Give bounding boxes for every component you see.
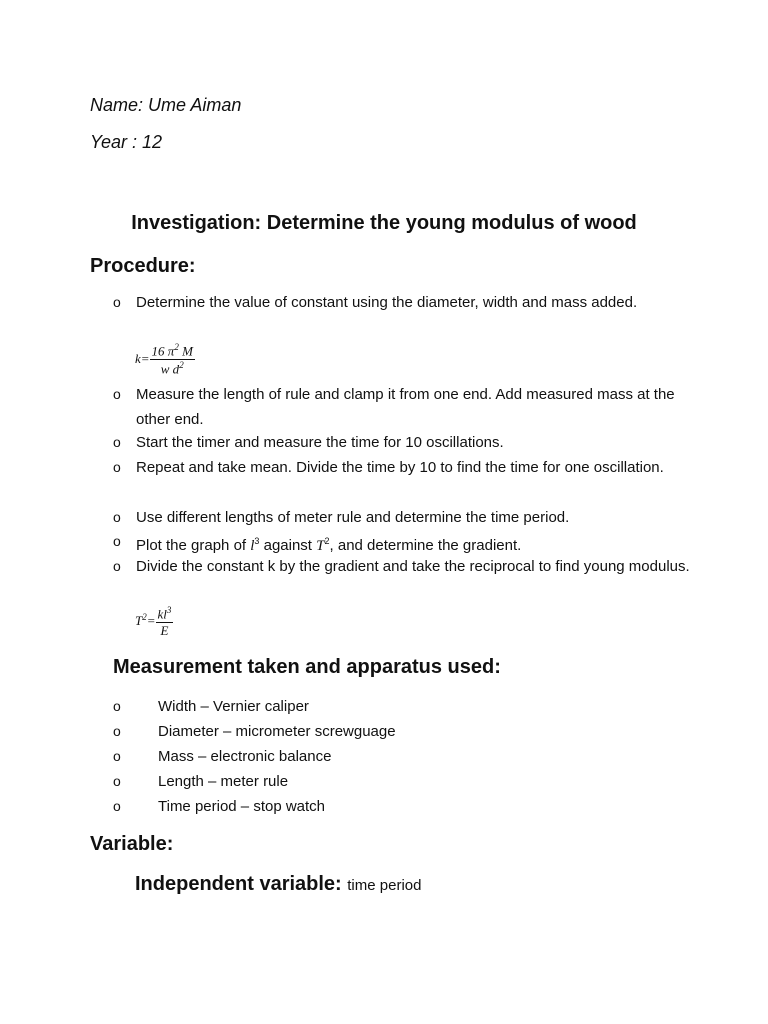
bullet-icon: o xyxy=(113,723,121,739)
step6-mid: against xyxy=(259,537,317,554)
formula-t-num-exp: 3 xyxy=(166,605,172,615)
procedure-step-text: Use different lengths of meter rule and determine the time period. xyxy=(136,509,570,526)
measurement-item-text: Length – meter rule xyxy=(158,773,289,790)
bullet-icon: o xyxy=(113,386,121,402)
formula-k-num-exp: 2 xyxy=(174,342,179,352)
procedure-step-text: Repeat and take mean. Divide the time by 10 to find the time for one oscillation. xyxy=(136,459,664,476)
procedure-step-text: Start the timer and measure the time for 10 oscillations. xyxy=(136,434,504,451)
student-name: Name: Ume Aiman xyxy=(90,95,242,115)
formula-k-denominator: w d xyxy=(160,361,180,377)
bullet-icon: o xyxy=(113,558,121,574)
procedure-step-text: Determine the value of constant using the diameter, width and mass added. xyxy=(136,294,638,311)
formula-k xyxy=(135,342,195,378)
student-year: Year : 12 xyxy=(90,132,163,152)
step6-exp-t: 2 xyxy=(324,536,330,546)
bullet-icon: o xyxy=(113,698,121,714)
formula-k-fraction xyxy=(150,342,195,378)
measurement-item-text: Width – Vernier caliper xyxy=(158,698,309,715)
formula-t-eq: = xyxy=(146,613,156,629)
measurement-item-text: Diameter – micrometer screwguage xyxy=(158,723,396,740)
procedure-step-text: Measure the length of rule and clamp it from one end. Add measured mass at the other end. xyxy=(136,386,675,428)
formula-t xyxy=(135,605,173,639)
formula-k-num-tail: M xyxy=(178,343,193,359)
procedure-step-text: Divide the constant k by the gradient and take the reciprocal to find young modulus. xyxy=(136,558,690,575)
independent-variable-label: Independent variable: xyxy=(135,873,348,895)
bullet-icon: o xyxy=(113,798,121,814)
formula-t-numerator: kl xyxy=(157,606,167,622)
procedure-heading: Procedure: xyxy=(90,255,196,277)
measurement-heading: Measurement taken and apparatus used: xyxy=(113,656,501,678)
bullet-icon: o xyxy=(113,434,121,450)
bullet-icon: o xyxy=(113,459,121,475)
step6-var-l: l xyxy=(250,538,255,554)
bullet-icon: o xyxy=(113,748,121,764)
step6-post: , and determine the gradient. xyxy=(329,537,522,554)
formula-t-lhs-exp: 2 xyxy=(142,611,147,622)
bullet-icon: o xyxy=(113,294,121,310)
bullet-icon: o xyxy=(113,509,121,525)
formula-t-lhs: T xyxy=(135,613,143,629)
formula-t-denominator: E xyxy=(160,623,169,639)
formula-k-numerator: 16 π xyxy=(151,343,175,359)
step6-exp-l: 3 xyxy=(254,536,260,546)
formula-t-fraction xyxy=(156,605,174,639)
formula-k-den-exp: 2 xyxy=(179,360,184,371)
bullet-icon: o xyxy=(113,533,121,549)
independent-variable xyxy=(135,873,421,896)
variable-heading: Variable: xyxy=(90,833,174,855)
step6-var-t: T xyxy=(316,538,325,554)
formula-k-lhs: k= xyxy=(135,350,150,366)
measurement-item-text: Time period – stop watch xyxy=(158,798,326,815)
measurement-item-text: Mass – electronic balance xyxy=(158,748,332,765)
step6-pre: Plot the graph of xyxy=(136,537,251,554)
bullet-icon: o xyxy=(113,773,121,789)
investigation-title: Investigation: Determine the young modulus of wood xyxy=(131,212,637,234)
independent-variable-value: time period xyxy=(347,877,422,894)
